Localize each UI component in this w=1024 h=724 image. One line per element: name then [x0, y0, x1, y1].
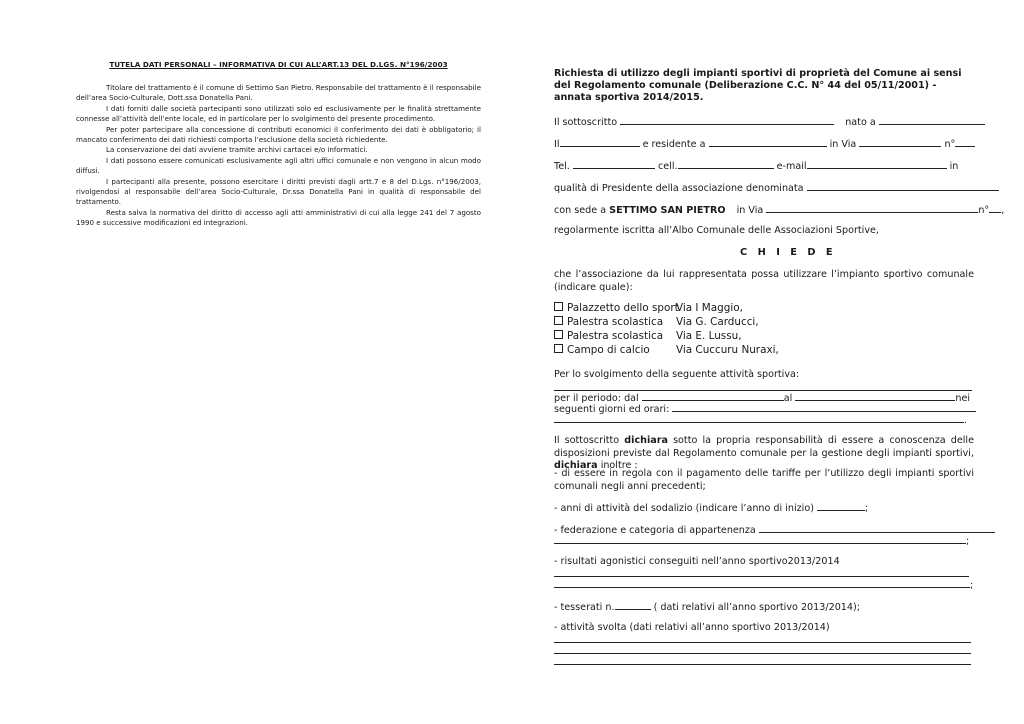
chiede-heading: C H I E D E	[740, 247, 837, 258]
label-tesserati: - tesserati n.	[554, 602, 615, 613]
facility-name: Campo di calcio	[567, 344, 650, 356]
label-sede-n: n°	[978, 205, 990, 216]
field-activity-done-2[interactable]	[554, 653, 971, 654]
label-sottoscritto: Il sottoscritto	[554, 117, 618, 128]
row-sede	[554, 203, 1004, 216]
row-qualita	[554, 181, 999, 194]
field-birthplace[interactable]	[879, 115, 985, 125]
field-results-2[interactable]	[554, 578, 970, 588]
facility-address: Via E. Lussu,	[676, 330, 742, 342]
field-date-to[interactable]	[795, 391, 955, 401]
dichiara-bold-2: dichiara	[554, 460, 598, 472]
label-svolgimento: Per lo svolgimento della seguente attività sportiva:	[554, 369, 800, 380]
row-risultati	[554, 556, 840, 567]
label-risultati: - risultati agonistici conseguiti nell’anno sportivo2013/2014	[554, 556, 840, 567]
label-dot: .	[964, 415, 968, 426]
facility-option[interactable]	[554, 302, 743, 314]
row-contacts	[554, 159, 958, 172]
label-il: Il	[554, 139, 560, 150]
dichiara-text-c: sotto la propria responsabilità di essere a conoscenza delle disposizioni previste dal Regolamento comunale per la gestione degli impianti sportivi,	[554, 435, 974, 459]
label-semicolon: ;	[865, 503, 869, 514]
privacy-paragraph-5: I dati possono essere comunicati esclusivamente agli altri uffici comunale e non vengono in alcun modo diffusi.	[76, 155, 481, 176]
field-cell[interactable]	[678, 159, 774, 169]
label-n: n°	[944, 139, 956, 150]
field-members[interactable]	[615, 600, 651, 610]
label-in-via: in Via	[829, 139, 857, 150]
privacy-paragraph-4: La conservazione dei dati avviene tramite archivi cartacei e/o informatici.	[106, 145, 368, 155]
form-title: Richiesta di utilizzo degli impianti sportivi di proprietà del Comune ai sensi del Regolamento comunale (Deliberazione C.C. N° 44 del 05/11/2001) - annata sportiva 2014/2015.	[554, 68, 962, 103]
label-periodo: per il periodo: dal	[554, 393, 639, 404]
label-tesserati-end: ( dati relativi all’anno sportivo 2013/2014);	[650, 602, 860, 613]
field-federation-2[interactable]	[554, 534, 966, 544]
label-sede-via: in Via	[736, 205, 764, 216]
privacy-notice	[76, 60, 481, 229]
row-iscritta: regolarmente iscritta all’Albo Comunale delle Associazioni Sportive,	[554, 225, 879, 236]
label-anni: - anni di attività del sodalizio (indicare l’anno di inizio)	[554, 503, 814, 514]
row-risultati-continued	[554, 578, 973, 591]
field-start-year[interactable]	[817, 501, 865, 511]
label-nei: nei	[955, 393, 971, 404]
facility-option[interactable]	[554, 344, 779, 356]
label-semicolon: ;	[966, 536, 970, 547]
label-tel: Tel.	[554, 161, 570, 172]
row-tesserati	[554, 600, 860, 613]
facility-name: Palazzetto dello sport	[567, 302, 679, 314]
label-in: in	[949, 161, 959, 172]
label-semicolon: ;	[970, 580, 974, 591]
label-seguenti: seguenti giorni ed orari:	[554, 404, 670, 415]
field-street-number[interactable]	[955, 137, 975, 147]
dichiara-bold-1: dichiara	[624, 435, 668, 446]
privacy-paragraph-7: Resta salva la normativa del diritto di accesso agli atti amministrativi di cui alla legge 241 del 7 agosto 1990 e successive modificazioni ed integrazioni.	[76, 207, 481, 228]
label-email: e-mail	[776, 161, 807, 172]
row-attivita	[554, 622, 830, 633]
field-days-hours-2[interactable]	[554, 413, 964, 423]
label-attivita: - attività svolta (dati relativi all’anno sportivo 2013/2014)	[554, 622, 830, 633]
privacy-title: TUTELA DATI PERSONALI – INFORMATIVA DI CUI ALL’ART.13 DEL D.LGS. N°196/2003	[109, 60, 448, 69]
field-street[interactable]	[859, 137, 941, 147]
usage-request-text: che l’associazione da lui rappresentata possa utilizzare l’impianto sportivo comunale (indicare quale):	[554, 269, 974, 293]
field-sede-number[interactable]	[989, 203, 1001, 213]
field-sede-street[interactable]	[766, 203, 978, 213]
field-activity-done-1[interactable]	[554, 642, 971, 643]
facility-option[interactable]	[554, 316, 759, 328]
row-seguenti-continued	[554, 413, 967, 426]
row-sottoscritto	[554, 115, 985, 128]
field-tel[interactable]	[573, 159, 655, 169]
field-date-from[interactable]	[642, 391, 784, 401]
checkbox[interactable]	[554, 316, 563, 325]
label-residente: e residente a	[642, 139, 706, 150]
row-federazione-continued	[554, 534, 969, 547]
label-federazione: - federazione e categoria di appartenenza	[554, 525, 756, 536]
privacy-paragraph-6: I partecipanti alla presente, possono esercitare i diritti previsti dagli artt.7 e 8 del D.Lgs. n°196/2003, rivolgendosi al responsabile dell’area Socio-Culturale, Dr.ssa Donatella Pani in qualità di responsabile del trattamento.	[76, 176, 481, 207]
field-birthdate[interactable]	[560, 137, 640, 147]
checkbox[interactable]	[554, 330, 563, 339]
declaration-fees: - di essere in regola con il pagamento delle tariffe per l’utilizzo degli impianti sportivi comunali negli anni precedenti;	[554, 468, 974, 492]
request-form	[554, 68, 1005, 633]
facility-address: Via Cuccuru Nuraxi,	[676, 344, 779, 356]
sede-comma: ,	[1001, 205, 1005, 216]
facility-name: Palestra scolastica	[567, 330, 664, 342]
label-qualita: qualità di Presidente della associazione denominata	[554, 183, 804, 194]
field-residence[interactable]	[709, 137, 827, 147]
privacy-paragraph-3: Per poter partecipare alla concessione di contributi economici il conferimento dei dati è obbligatorio; il mancato conferimento dei dati richiesti comporta l’esclusione della società richiedente.	[76, 124, 481, 145]
checkbox[interactable]	[554, 302, 563, 311]
facility-name: Palestra scolastica	[567, 316, 664, 328]
dichiara-text-e: inoltre :	[597, 460, 638, 472]
label-al: al	[783, 393, 793, 404]
field-name[interactable]	[620, 115, 834, 125]
field-activity-done-3[interactable]	[554, 664, 971, 665]
row-anni	[554, 501, 868, 514]
sede-city: SETTIMO SAN PIETRO	[609, 205, 726, 216]
checkbox[interactable]	[554, 344, 563, 353]
row-birthdate	[554, 137, 975, 150]
field-federation[interactable]	[759, 523, 995, 533]
label-sede: con sede a	[554, 205, 610, 216]
field-days-hours[interactable]	[672, 402, 976, 412]
privacy-paragraph-2: I dati forniti dalle società partecipanti sono utilizzati solo ed esclusivamente per le finalità strettamente connesse all’attività dell’ente locale, ed in particolare per lo svolgimento del presente procedimento.	[76, 103, 481, 124]
label-cell: cell.	[657, 161, 678, 172]
facility-address: Via G. Carducci,	[676, 316, 759, 328]
facility-option[interactable]	[554, 330, 742, 342]
field-results-1[interactable]	[554, 576, 969, 577]
label-nato-a: nato a	[845, 117, 876, 128]
dichiara-text-a: Il sottoscritto	[554, 435, 625, 446]
facility-address: Via I Maggio,	[676, 302, 743, 314]
privacy-paragraph-1: Titolare del trattamento è il comune di Settimo San Pietro. Responsabile del trattamento è il responsabile dell’area Socio-Culturale, Dott.ssa Donatella Pani.	[76, 83, 481, 103]
field-email[interactable]	[807, 159, 947, 169]
field-association-name[interactable]	[807, 181, 999, 191]
